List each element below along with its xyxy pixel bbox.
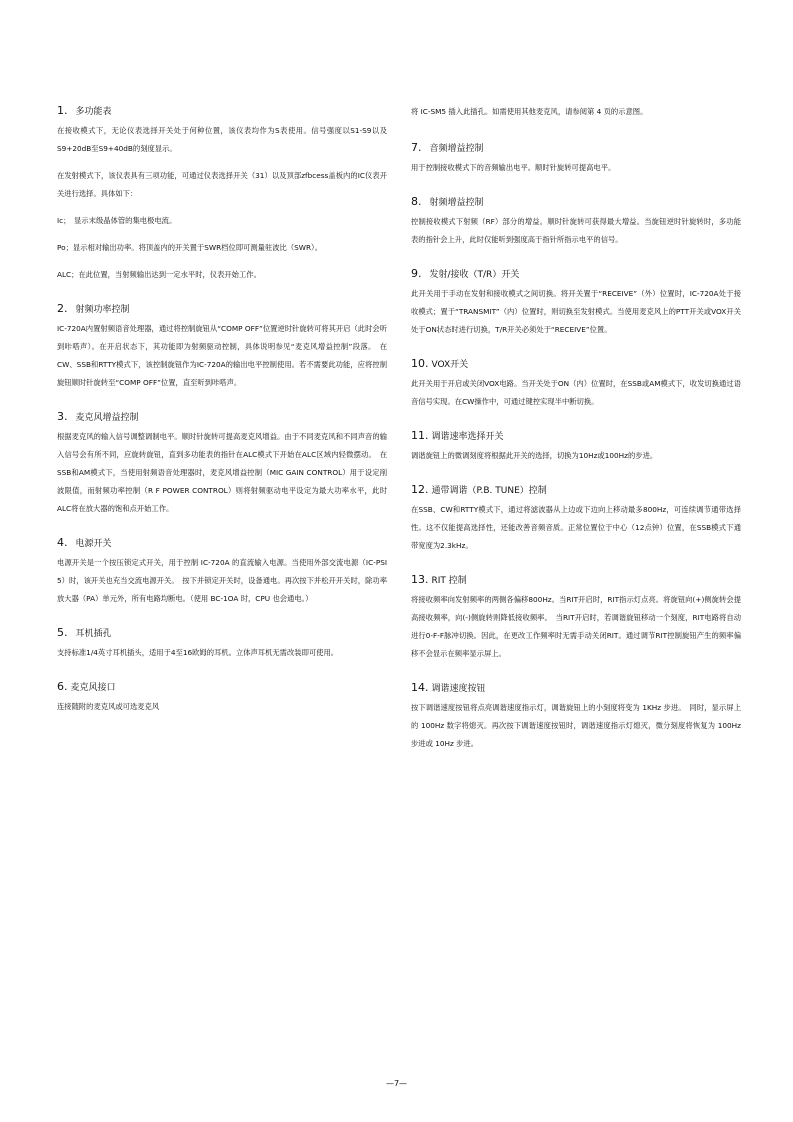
- right-sections: [411, 140, 741, 753]
- section-heading: [411, 482, 741, 499]
- section-number: 14.: [411, 681, 429, 694]
- section-number: 7.: [411, 141, 422, 154]
- section-3: [57, 409, 387, 518]
- section-number: 2.: [57, 302, 68, 315]
- page-number: —7—: [385, 1079, 408, 1088]
- section-number: 13.: [411, 573, 429, 586]
- section-heading: [57, 625, 387, 642]
- left-column: [57, 103, 387, 733]
- section-heading: [411, 194, 741, 211]
- section-title: 射频增益控制: [429, 198, 484, 208]
- section-paragraph: IC-720A内置射频语音处理器，通过将控制旋钮从“COMP OFF”位置逆时针旋转可将其开启（此时会听到咔嗒声）。在开启状态下，其功能即为射频驱动控制，具体说明参见“麦克风增益控制”段落。 在CW、SSB和RTTY模式下，该控制旋钮作为IC-720A的输出电平控制使用。若不需要此功能，应将控制旋钮顺时针旋转至“COMP OFF”位置，直至听到咔嗒声。: [57, 324, 387, 387]
- section-title: VOX开关: [431, 360, 469, 370]
- section-13: [411, 572, 741, 663]
- section-11: [411, 428, 741, 465]
- section-paragraph: 在发射模式下，该仪表具有三项功能，可通过仪表选择开关（31）以及顶部zfbcess盖板内的IC仪表开关进行选择。具体如下：: [57, 171, 387, 198]
- section-title: 通带调谐（P.B. TUNE）控制: [431, 486, 547, 496]
- section-paragraph: 控制接收模式下射频（RF）部分的增益。顺时针旋转可获得最大增益。当旋钮逆时针旋转时，多功能表的指针会上升，此时仅能听到强度高于指针所指示电平的信号。: [411, 217, 741, 244]
- section-paragraph: 电源开关是一个按压锁定式开关，用于控制 IC-720A 的直流输入电源。当使用外部交流电源（IC-PSI 5）时，该开关也充当交流电源开关。 按下并锁定开关时，设备通电。再次按下并松开开关时，除功率放大器（PA）单元外，所有电路均断电。（使用 BC-1OA 时，CPU 也会通电。）: [57, 558, 387, 603]
- section-paragraph: 此开关用于开启或关闭VOX电路。当开关处于ON（内）位置时，在SSB或AM模式下，收发切换通过语音信号实现。在CW操作中，可通过键控实现半中断切换。: [411, 379, 741, 406]
- section-8: [411, 194, 741, 249]
- section-number: 6.: [57, 680, 68, 693]
- section-2: [57, 301, 387, 392]
- section-number: 9.: [411, 267, 422, 280]
- section-heading: [57, 103, 387, 120]
- section-number: 5.: [57, 626, 68, 639]
- section-number: 12.: [411, 483, 429, 496]
- section-title: 射频功率控制: [75, 305, 130, 315]
- section-6: [57, 679, 387, 716]
- section-number: 8.: [411, 195, 422, 208]
- section-heading: [411, 428, 741, 445]
- section-title: 多功能表: [75, 107, 112, 117]
- section-number: 1.: [57, 104, 68, 117]
- section-title: 麦克风增益控制: [75, 413, 139, 423]
- section-number: 10.: [411, 357, 429, 370]
- section-heading: [57, 535, 387, 552]
- section-title: 麦克风接口: [70, 683, 116, 693]
- section-heading: [411, 572, 741, 589]
- section-10: [411, 356, 741, 411]
- section-number: 11.: [411, 429, 429, 442]
- section-heading: [57, 409, 387, 426]
- section-paragraph: 在SSB、CW和RTTY模式下，通过将滤波器从上边或下边向上移动最多800Hz，可连续调节通带选择性。这不仅能提高选择性，还能改善音频音质。正常位置位于中心（12点钟）位置，在SSB模式下通带宽度为2.3kHz。: [411, 505, 741, 550]
- section-title: 耳机插孔: [75, 629, 112, 639]
- section-title: 电源开关: [75, 539, 112, 549]
- section-heading: [411, 356, 741, 373]
- section-title: 发射/接收（T/R）开关: [429, 270, 520, 280]
- section-4: [57, 535, 387, 608]
- continued-paragraph: 将 IC-SM5 插入此插孔。如需使用其他麦克风，请参阅第 4 页的示意图。: [411, 107, 648, 116]
- section-heading: [411, 266, 741, 283]
- section-1: [57, 103, 387, 284]
- section-paragraph: 用于控制接收模式下的音频输出电平。顺时针旋转可提高电平。: [411, 163, 616, 172]
- section-paragraph: 支持标准1/4英寸耳机插头，适用于4至16欧姆的耳机。立体声耳机无需改装即可使用。: [57, 648, 339, 657]
- section-paragraph: 将接收频率向发射频率的两侧各偏移800Hz。当RIT开启时，RIT指示灯点亮。将旋钮向(+)侧旋转会提高接收频率，向(-)侧旋转则降低接收频率。 当RIT开启时，若调谐旋钮移动一个刻度，RIT电路将自动进行0-F-F脉冲切换。因此，在更改工作频率时无需手动关闭RIT。通过调节RIT控制旋钮产生的频率偏移不会显示在频率显示屏上。: [411, 595, 741, 658]
- right-column: [411, 103, 741, 770]
- section-heading: [411, 140, 741, 157]
- section-9: [411, 266, 741, 339]
- section-paragraph: 在接收模式下，无论仪表选择开关处于何种位置，该仪表均作为S表使用。信号强度以S1-S9以及S9+20dB至S9+40dB的刻度显示。: [57, 126, 387, 153]
- section-heading: [57, 301, 387, 318]
- section-title: 调谐速率选择开关: [431, 432, 504, 442]
- section-title: RIT 控制: [431, 576, 467, 586]
- section-paragraph: 调谐旋钮上的微调刻度将根据此开关的选择，切换为10Hz或100Hz的步进。: [411, 451, 658, 460]
- section-paragraph: ALC；在此位置，当射频输出达到一定水平时，仪表开始工作。: [57, 270, 261, 279]
- section-14: [411, 680, 741, 753]
- section-heading: [57, 679, 387, 696]
- section-5: [57, 625, 387, 662]
- section-paragraph: 根据麦克风的输入信号调整调制电平。顺时针旋转可提高麦克风增益。由于不同麦克风和不同声音的输入信号会有所不同，应旋转旋钮，直到多功能表的指针在ALC模式下开始在ALC区域内轻微摆动。 在SSB和AM模式下，当使用射频语音处理器时，麦克风增益控制（MIC GAIN CONTROL）用于设定削波限值，而射频功率控制（R F POWER CONTROL）则将射频驱动电平设定为最大功率水平，此时ALC将在放大器的饱和点开始工作。: [57, 432, 387, 513]
- section-12: [411, 482, 741, 555]
- section-paragraph: 按下调谐速度按钮将点亮调谐速度指示灯，调谐旋钮上的小刻度将变为 1KHz 步进。 同时，显示屏上的 100Hz 数字将熄灭。再次按下调谐速度按钮时，调谐速度指示灯熄灭，微分刻度将恢复为 100Hz 步进或 10Hz 步进。: [411, 703, 741, 748]
- section-paragraph: Po；显示相对输出功率。将顶盖内的开关置于SWR档位即可测量驻波比（SWR）。: [57, 243, 322, 252]
- section-number: 4.: [57, 536, 68, 549]
- section-7: [411, 140, 741, 177]
- section-paragraph: Ic； 显示末级晶体管的集电极电流。: [57, 216, 177, 225]
- section-title: 调谐速度按钮: [431, 684, 486, 694]
- section-number: 3.: [57, 410, 68, 423]
- section-heading: [411, 680, 741, 697]
- section-title: 音频增益控制: [429, 144, 484, 154]
- section-paragraph: 此开关用于手动在发射和接收模式之间切换。将开关置于“RECEIVE”（外）位置时，IC-720A处于接收模式；置于“TRANSMIT”（内）位置时，则切换至发射模式。当使用麦克风上的PTT开关或VOX开关处于ON状态时进行切换，T/R开关必须处于“RECEIVE”位置。: [411, 289, 741, 334]
- section-paragraph: 连接随附的麦克风或可选麦克风: [57, 702, 160, 711]
